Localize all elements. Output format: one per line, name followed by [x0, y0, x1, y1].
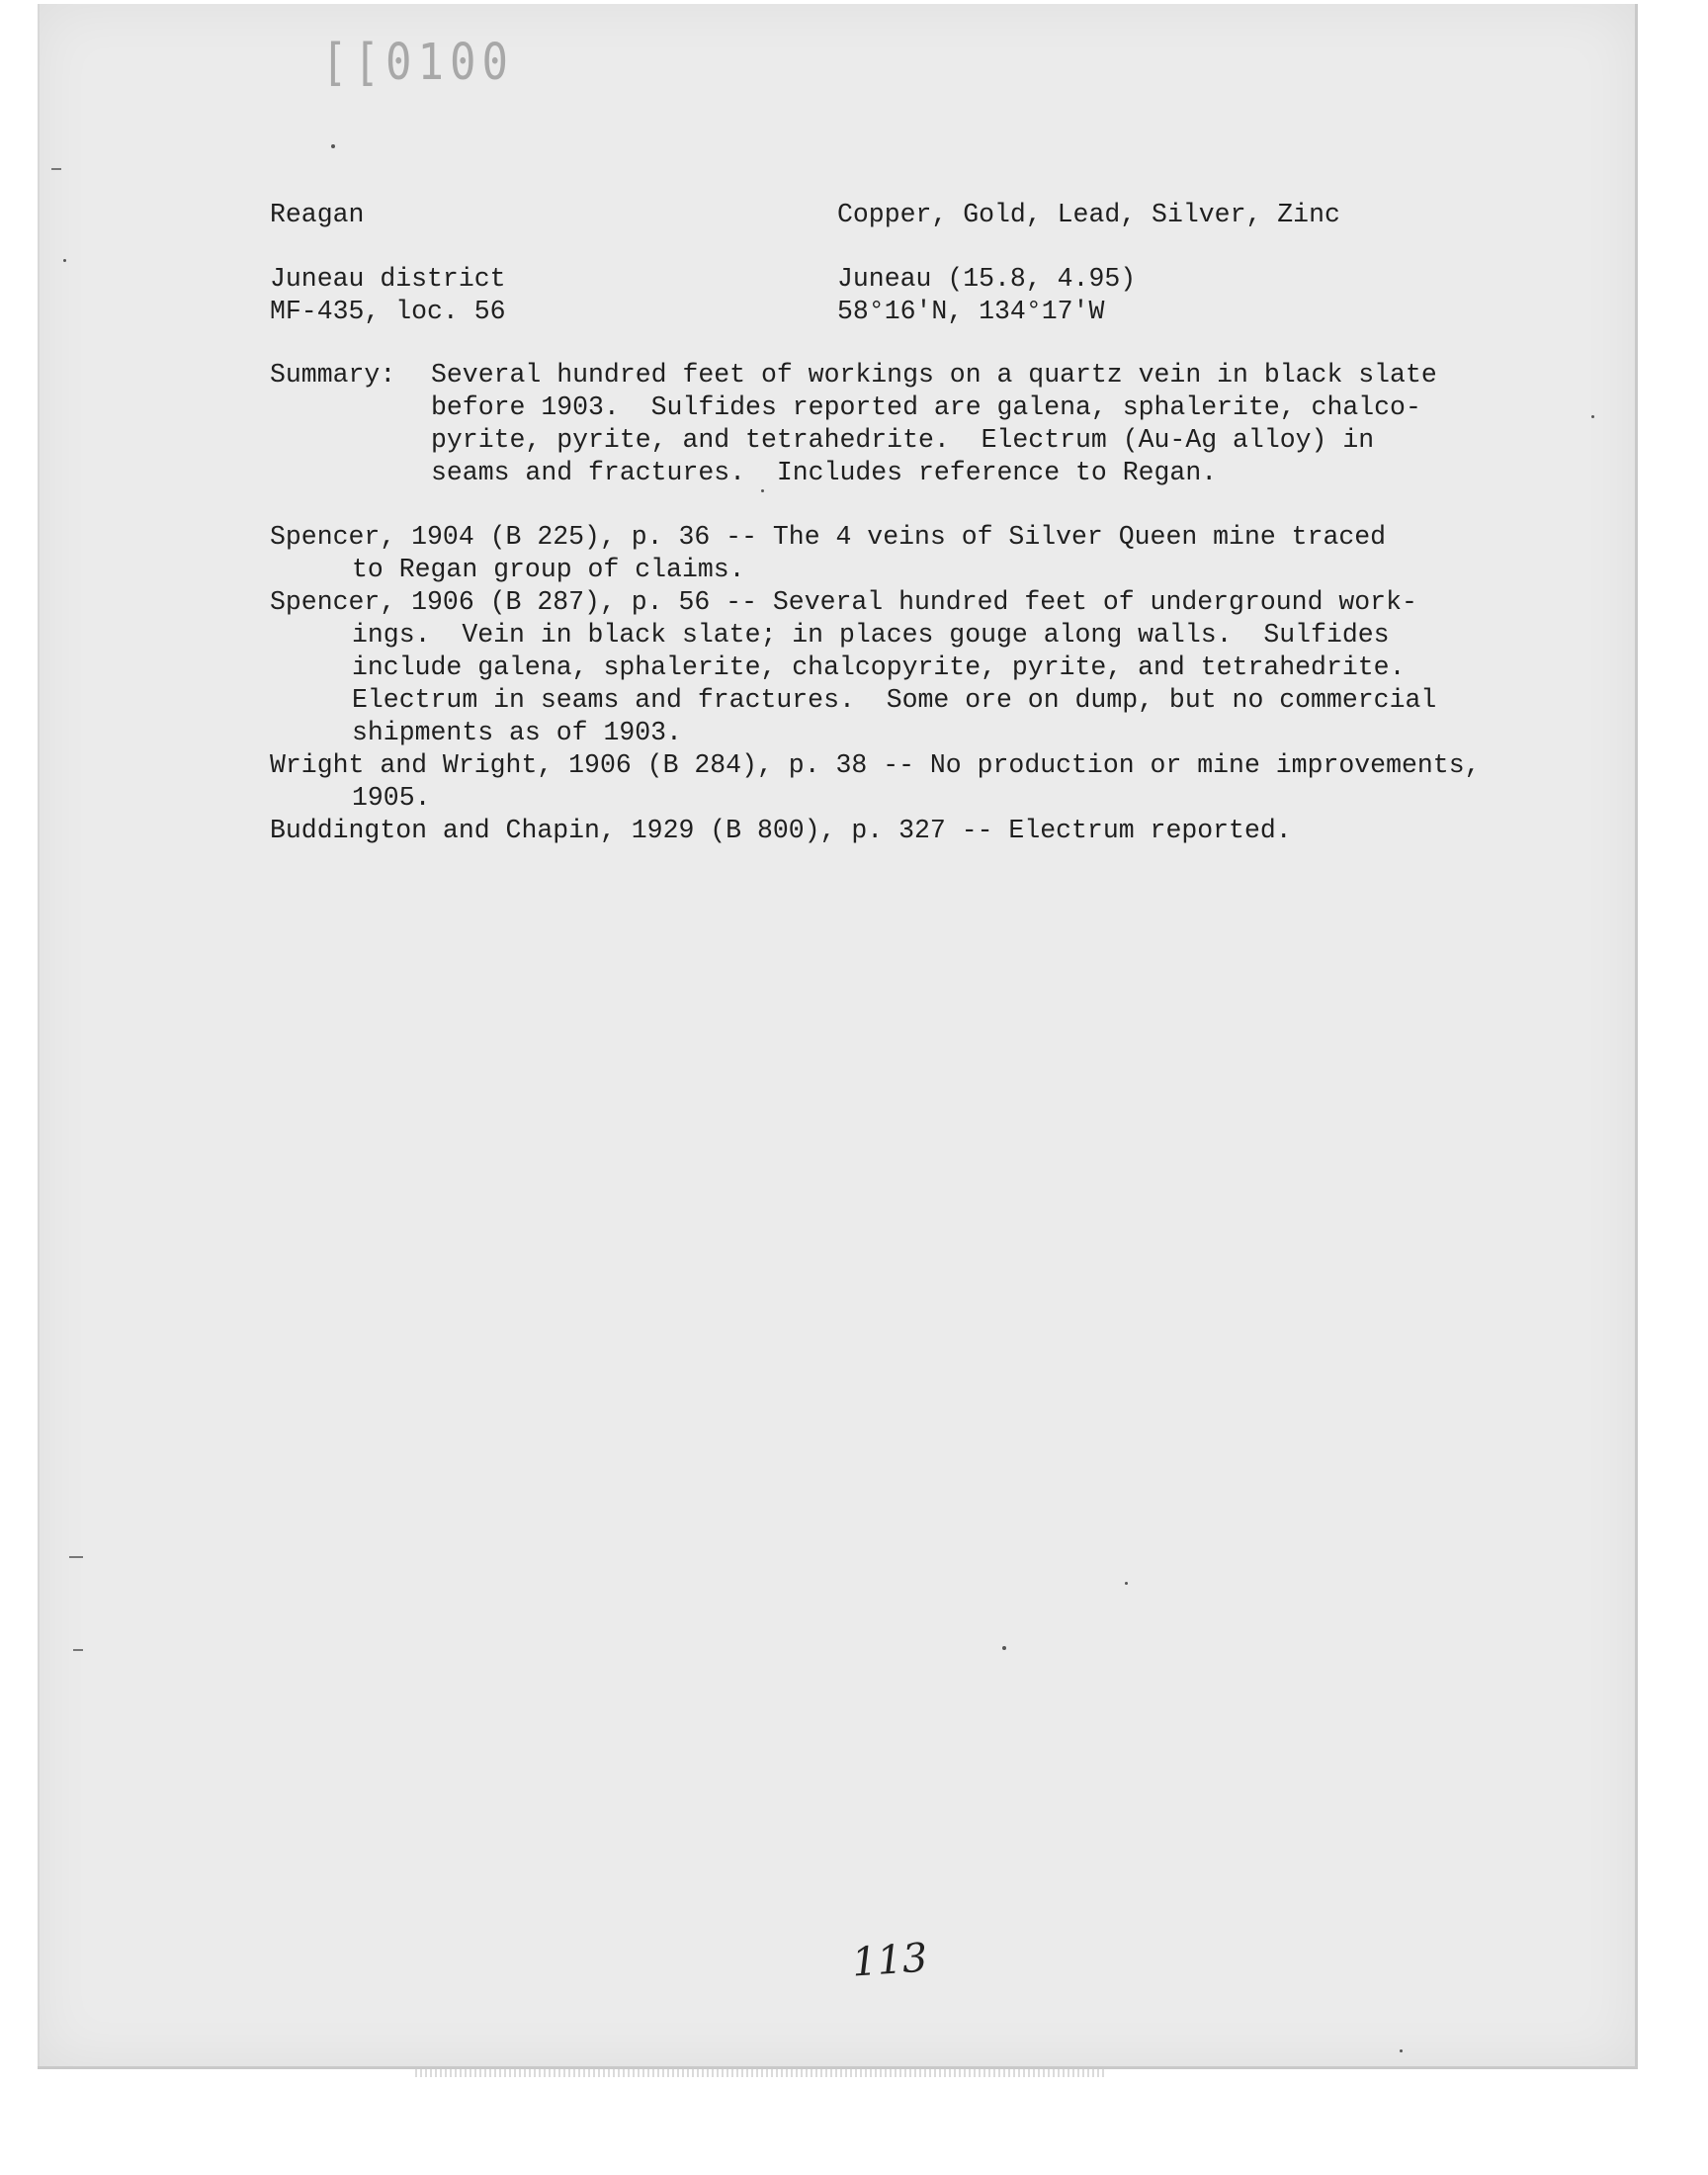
reference-entry: Wright and Wright, 1906 (B 284), p. 38 -- No production or mine improvements,: [270, 750, 1481, 780]
reference-entry: Spencer, 1906 (B 287), p. 56 -- Several hundred feet of underground work-: [270, 587, 1417, 617]
quadrangle: Juneau (15.8, 4.95): [837, 264, 1137, 294]
coordinates: 58°16'N, 134°17'W: [837, 297, 1105, 326]
commodities: Copper, Gold, Lead, Silver, Zinc: [837, 200, 1340, 229]
reference-continuation: Electrum in seams and fractures. Some ore on dump, but no commercial: [352, 685, 1437, 715]
document-id-stamp: [[0100: [321, 34, 514, 92]
summary-line: before 1903. Sulfides reported are galena, sphalerite, chalco-: [431, 392, 1421, 422]
scan-mark: [73, 1649, 83, 1651]
scan-speck: [1002, 1646, 1006, 1650]
summary-line: seams and fractures. Includes reference to Regan.: [431, 458, 1218, 487]
district: Juneau district: [270, 264, 506, 294]
scan-speck: [1400, 2049, 1403, 2052]
reference-entry: Spencer, 1904 (B 225), p. 36 -- The 4 veins of Silver Queen mine traced: [270, 522, 1387, 552]
reference-continuation: shipments as of 1903.: [352, 718, 682, 747]
reference-continuation: 1905.: [352, 783, 431, 813]
scan-speck: [761, 489, 764, 492]
scan-artifact-strip: [415, 2069, 1107, 2077]
map-reference: MF-435, loc. 56: [270, 297, 506, 326]
reference-continuation: include galena, sphalerite, chalcopyrite, pyrite, and tetrahedrite.: [352, 652, 1406, 682]
summary-label: Summary:: [270, 360, 396, 390]
scan-mark: [69, 1556, 83, 1558]
scan-speck: [63, 259, 66, 262]
scan-speck: [1125, 1582, 1128, 1585]
scan-mark: [51, 168, 61, 170]
summary-line: pyrite, pyrite, and tetrahedrite. Electrum (Au-Ag alloy) in: [431, 425, 1375, 455]
reference-continuation: ings. Vein in black slate; in places gouge along walls. Sulfides: [352, 620, 1390, 650]
summary-line: Several hundred feet of workings on a quartz vein in black slate: [431, 360, 1437, 390]
reference-entry: Buddington and Chapin, 1929 (B 800), p. 327 -- Electrum reported.: [270, 816, 1292, 845]
reference-continuation: to Regan group of claims.: [352, 555, 745, 584]
handwritten-page-number: 113: [850, 1935, 929, 1986]
scan-speck: [331, 144, 335, 148]
scan-speck: [1591, 415, 1594, 418]
page-edge: [38, 4, 40, 2066]
deposit-name: Reagan: [270, 200, 365, 229]
